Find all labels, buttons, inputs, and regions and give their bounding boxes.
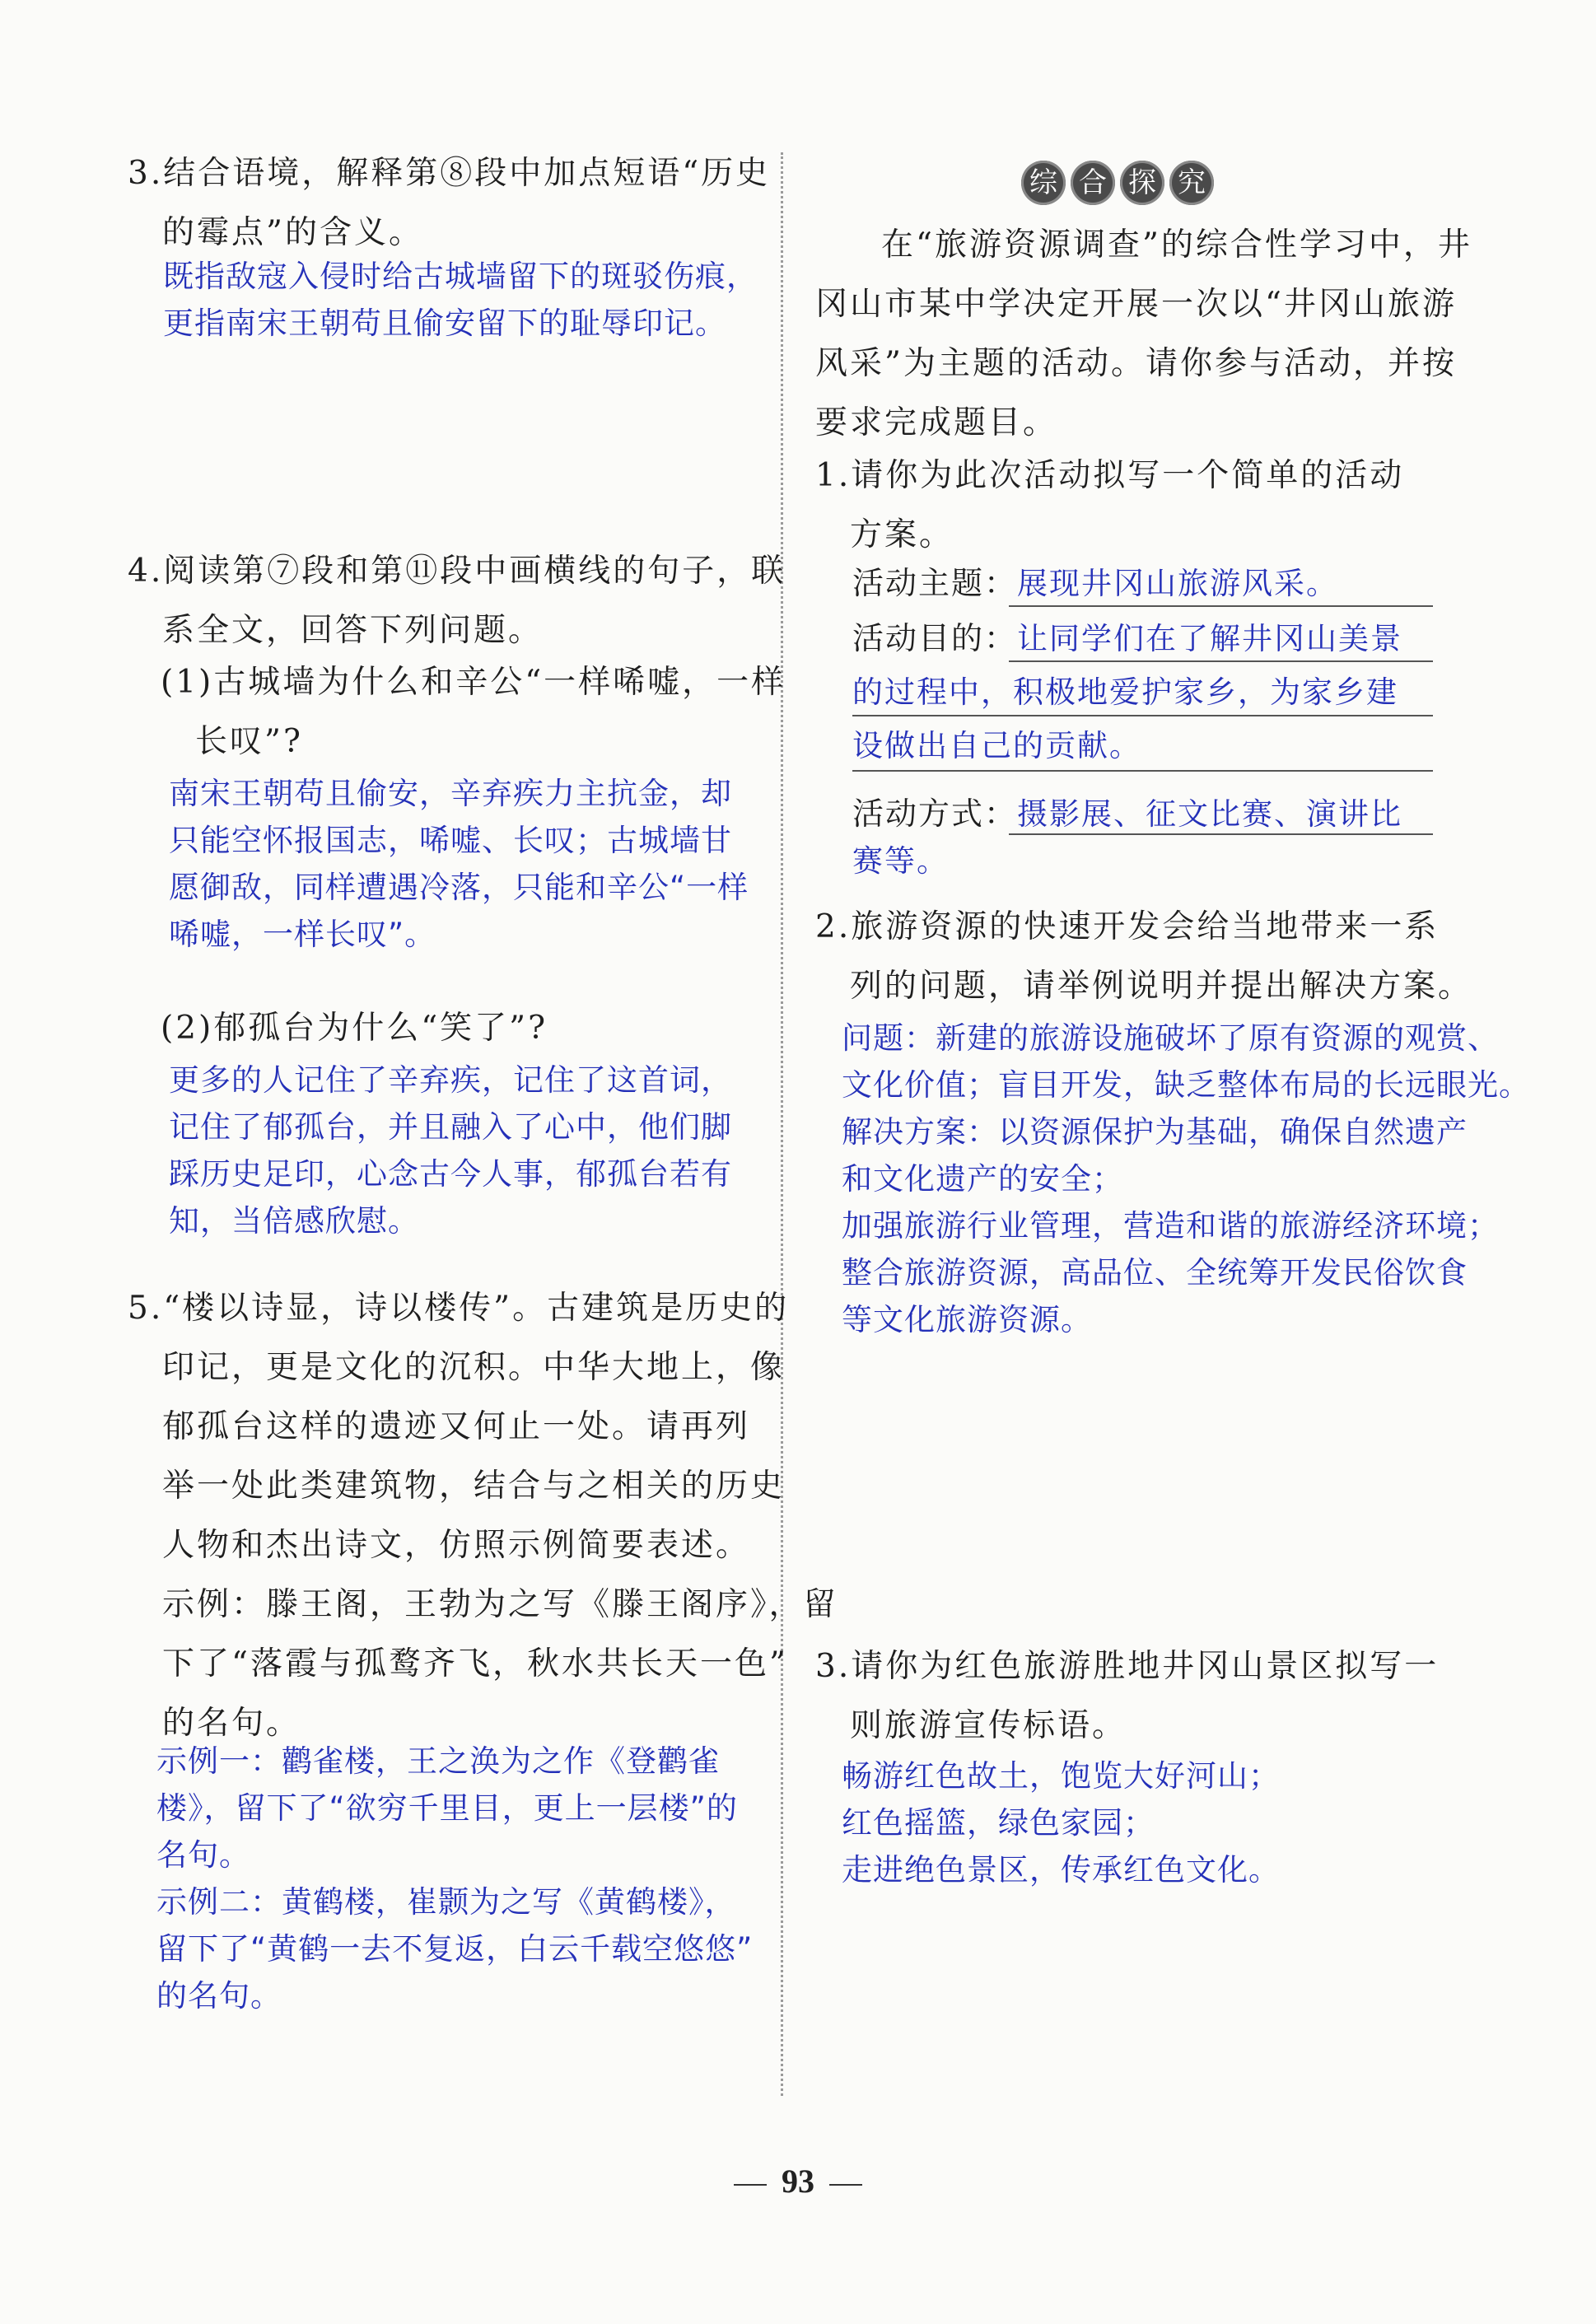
left-q4-line1: 4.阅读第⑦段和第⑪段中画横线的句子，联 bbox=[128, 553, 786, 590]
page-number bbox=[0, 2162, 1596, 2200]
right-intro bbox=[815, 216, 1472, 453]
badge-char: 合 bbox=[1071, 161, 1115, 205]
left-q5-line: 印记，更是文化的沉积。中华大地上，像 bbox=[162, 1349, 786, 1386]
left-q5-answer bbox=[156, 1738, 753, 2019]
activity-theme-row bbox=[852, 558, 1338, 609]
method-value: 摄影展、征文比赛、演讲比 bbox=[1017, 796, 1403, 832]
answer-line: 整合旅游资源，高品位、全统筹开发民俗饮食 bbox=[842, 1255, 1468, 1290]
intro-line: 要求完成题目。 bbox=[815, 404, 1058, 441]
badge-char: 探 bbox=[1120, 161, 1164, 205]
left-q4-sub2 bbox=[161, 999, 548, 1058]
left-q4-sub2-line: (2)郁孤台为什么“笑了”? bbox=[161, 1010, 548, 1047]
left-q4-prompt bbox=[128, 542, 786, 660]
left-q5-example-line: 的名句。 bbox=[162, 1705, 301, 1742]
answer-line: 示例一：鹳雀楼，王之涣为之作《登鹳雀 bbox=[156, 1743, 720, 1779]
left-q5-line: 郁孤台这样的遗迹又何止一处。请再列 bbox=[162, 1408, 751, 1445]
left-q3-line2: 的霉点”的含义。 bbox=[162, 214, 423, 251]
theme-value: 展现井冈山旅游风采。 bbox=[1017, 566, 1339, 601]
answer-line: 既指敌寇入侵时给古城墙留下的斑驳伤痕， bbox=[163, 259, 758, 294]
left-q4-sub1-line1: (1)古城墙为什么和辛公“一样唏嘘，一样 bbox=[161, 664, 786, 701]
goal-underline bbox=[852, 715, 1433, 716]
right-q2-line2: 列的问题，请举例说明并提出解决方案。 bbox=[850, 968, 1473, 1005]
answer-line: 更多的人记住了辛弃疾，记住了这首词， bbox=[169, 1062, 732, 1098]
left-q5-line: 5.“楼以诗显，诗以楼传”。古建筑是历史的 bbox=[128, 1290, 790, 1327]
right-q3-line1: 3.请你为红色旅游胜地井冈山景区拟写一 bbox=[815, 1648, 1440, 1685]
answer-line: 唏嘘，一样长叹”。 bbox=[169, 917, 436, 952]
answer-line: 加强旅游行业管理，营造和谐的旅游经济环境； bbox=[842, 1208, 1499, 1244]
left-q5-example-line: 下了“落霞与孤鹜齐飞，秋水共长天一色” bbox=[162, 1645, 788, 1682]
method-value: 赛等。 bbox=[852, 843, 949, 879]
answer-line: 名句。 bbox=[156, 1837, 250, 1873]
theme-label: 活动主题： bbox=[852, 565, 1018, 601]
dash-left bbox=[734, 2184, 767, 2186]
left-q4-sub1-answer bbox=[169, 770, 749, 958]
dash-right bbox=[829, 2184, 862, 2186]
right-q3-answer bbox=[842, 1752, 1280, 1893]
answer-line: 楼》，留下了“欲穷千里目，更上一层楼”的 bbox=[156, 1790, 738, 1826]
left-q5-line: 举一处此类建筑物，结合与之相关的历史 bbox=[162, 1468, 786, 1505]
goal-continued bbox=[852, 721, 1141, 771]
answer-line: 记住了郁孤台，并且融入了心中，他们脚 bbox=[169, 1109, 732, 1145]
answer-line: 踩历史足印，心念古今人事，郁孤台若有 bbox=[169, 1156, 732, 1192]
left-q4-sub1-line2: 长叹”? bbox=[195, 723, 303, 760]
goal-value: 设做出自己的贡献。 bbox=[852, 728, 1141, 763]
activity-method-row bbox=[852, 789, 1402, 839]
left-q5-example-line: 示例：滕王阁，王勃为之写《滕王阁序》，留 bbox=[162, 1586, 838, 1623]
left-q4-line2: 系全文，回答下列问题。 bbox=[162, 612, 544, 649]
goal-value: 让同学们在了解井冈山美景 bbox=[1017, 621, 1403, 656]
answer-line: 问题：新建的旅游设施破坏了原有资源的观赏、 bbox=[842, 1020, 1499, 1056]
left-q5-prompt bbox=[128, 1279, 838, 1753]
left-q5-line: 人物和杰出诗文，仿照示例简要表述。 bbox=[162, 1527, 751, 1564]
answer-line: 知，当倍感欣慰。 bbox=[169, 1203, 419, 1239]
right-q2-line1: 2.旅游资源的快速开发会给当地带来一系 bbox=[815, 908, 1440, 945]
answer-line: 愿御敌，同样遭遇冷落，只能和辛公“一样 bbox=[169, 870, 749, 905]
answer-line: 红色摇篮，绿色家园； bbox=[842, 1805, 1155, 1841]
activity-goal-row bbox=[852, 614, 1402, 664]
goal-continued bbox=[852, 667, 1398, 717]
answer-line: 畅游红色故土，饱览大好河山； bbox=[842, 1758, 1280, 1794]
intro-line: 风采”为主题的活动。请你参与活动，并按 bbox=[815, 345, 1457, 382]
goal-label: 活动目的： bbox=[852, 620, 1018, 656]
left-q4-sub2-answer bbox=[169, 1057, 732, 1244]
column-divider bbox=[781, 152, 783, 2096]
answer-line: 和文化遗产的安全； bbox=[842, 1161, 1123, 1197]
answer-line: 走进绝色景区，传承红色文化。 bbox=[842, 1852, 1280, 1888]
method-continued bbox=[852, 836, 949, 886]
right-q1-line1: 1.请你为此次活动拟写一个简单的活动 bbox=[815, 457, 1405, 494]
theme-underline bbox=[1009, 605, 1433, 607]
right-q1-prompt bbox=[815, 446, 1404, 565]
page-number-text: 93 bbox=[782, 2163, 814, 2200]
left-q3-answer bbox=[163, 253, 758, 347]
left-q3-line1: 3.结合语境，解释第⑧段中加点短语“历史 bbox=[128, 155, 771, 192]
right-q1-line2: 方案。 bbox=[850, 516, 954, 553]
goal-underline bbox=[852, 770, 1433, 772]
intro-line: 冈山市某中学决定开展一次以“井冈山旅游 bbox=[815, 286, 1457, 323]
method-label: 活动方式： bbox=[852, 796, 1018, 832]
answer-line: 的名句。 bbox=[156, 1978, 282, 2014]
left-q4-sub1 bbox=[161, 653, 786, 772]
goal-value: 的过程中，积极地爱护家乡，为家乡建 bbox=[852, 674, 1398, 710]
answer-line: 解决方案：以资源保护为基础，确保自然遗产 bbox=[842, 1114, 1468, 1150]
goal-underline bbox=[1009, 660, 1433, 662]
answer-line: 留下了“黄鹤一去不复返，白云千载空悠悠” bbox=[156, 1931, 754, 1967]
right-q3-prompt bbox=[815, 1637, 1439, 1756]
intro-line: 在“旅游资源调查”的综合性学习中，井 bbox=[881, 226, 1472, 264]
answer-line: 文化价值；盲目开发，缺乏整体布局的长远眼光。 bbox=[842, 1067, 1530, 1103]
right-q2-prompt bbox=[815, 898, 1472, 1016]
answer-line: 更指南宋王朝苟且偷安留下的耻辱印记。 bbox=[163, 306, 726, 341]
answer-line: 示例二：黄鹤楼，崔颢为之写《黄鹤楼》， bbox=[156, 1884, 736, 1920]
answer-line: 等文化旅游资源。 bbox=[842, 1302, 1092, 1337]
answer-line: 南宋王朝苟且偷安，辛弃疾力主抗金，却 bbox=[169, 776, 732, 811]
right-q2-answer bbox=[842, 1015, 1530, 1343]
right-q3-line2: 则旅游宣传标语。 bbox=[850, 1707, 1127, 1744]
badge-char: 综 bbox=[1021, 161, 1066, 205]
section-badge bbox=[1021, 161, 1214, 205]
answer-line: 只能空怀报国志，唏嘘、长叹；古城墙甘 bbox=[169, 823, 732, 858]
left-q3-prompt bbox=[128, 144, 770, 263]
method-underline bbox=[1009, 833, 1433, 835]
badge-char: 究 bbox=[1169, 161, 1214, 205]
